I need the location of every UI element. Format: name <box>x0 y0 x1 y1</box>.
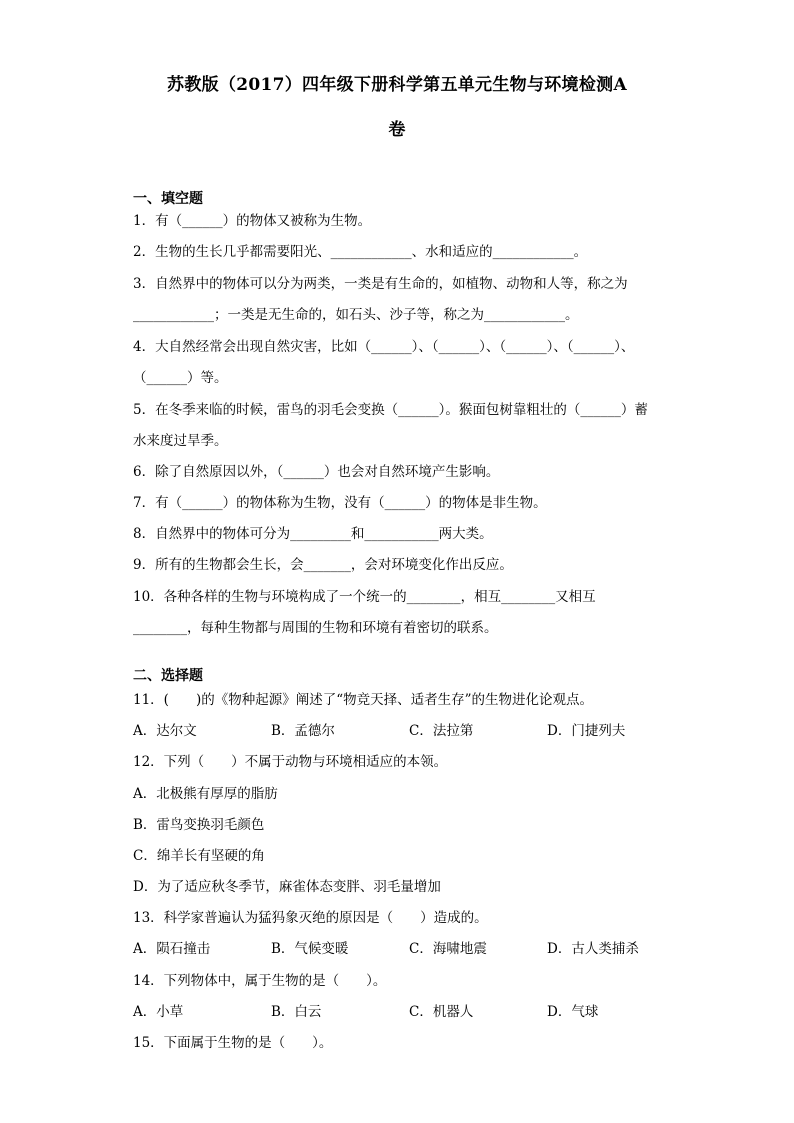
answer-option: C．海啸地震 <box>409 941 487 957</box>
question-line: 10．各种各样的生物与环境构成了一个统一的________，相互________又相互 <box>133 589 596 605</box>
answer-option: A．达尔文 <box>133 723 197 739</box>
question-line: ____________；一类是无生命的，如石头、沙子等，称之为____________。 <box>133 307 579 323</box>
question-stem: 11．( )的《物种起源》阐述了“物竞天择、适者生存”的生物进化论观点。 <box>133 692 594 708</box>
question-stem: 15．下面属于生物的是（ ）。 <box>133 1035 333 1051</box>
question-line: 3．自然界中的物体可以分为两类，一类是有生命的，如植物、动物和人等，称之为 <box>133 276 628 292</box>
question-line: （______）等。 <box>133 370 228 386</box>
document-title-line1: 苏教版（2017）四年级下册科学第五单元生物与环境检测A <box>167 75 627 95</box>
question-line: ________，每种生物都与周围的生物和环境有着密切的联系。 <box>133 620 498 636</box>
answer-option: D．气球 <box>547 1004 599 1020</box>
answer-option: C．绵羊长有坚硬的角 <box>133 848 265 864</box>
answer-option: B．白云 <box>271 1004 322 1020</box>
question-line: 水来度过旱季。 <box>133 433 228 449</box>
question-line: 9．所有的生物都会生长，会_______，会对环境变化作出反应。 <box>133 557 513 573</box>
question-line: 8．自然界中的物体可分为_________和___________两大类。 <box>133 526 493 542</box>
question-stem: 12．下列（ ）不属于动物与环境相适应的本领。 <box>133 754 448 770</box>
question-line: 7．有（______）的物体称为生物，没有（______）的物体是非生物。 <box>133 495 547 511</box>
answer-option: C．机器人 <box>409 1004 474 1020</box>
answer-option: D．门捷列夫 <box>547 723 626 739</box>
document-title-line2: 卷 <box>388 120 406 140</box>
question-line: 6．除了自然原因以外，（______）也会对自然环境产生影响。 <box>133 464 500 480</box>
question-line: 4．大自然经常会出现自然灾害，比如（______）、（______）、（______）、（______）、 <box>133 339 635 355</box>
answer-option: C．法拉第 <box>409 723 474 739</box>
answer-option: B．气候变暖 <box>271 941 349 957</box>
answer-option: A．小草 <box>133 1004 184 1020</box>
question-stem: 13．科学家普遍认为猛犸象灭绝的原因是（ ）造成的。 <box>133 910 488 926</box>
answer-option: D．古人类捕杀 <box>547 941 639 957</box>
question-line: 1．有（______）的物体又被称为生物。 <box>133 213 372 229</box>
answer-option: A．陨石撞击 <box>133 941 211 957</box>
answer-option: B．雷鸟变换羽毛颜色 <box>133 817 265 833</box>
answer-option: B．孟德尔 <box>271 723 335 739</box>
section-heading-fill-in: 一、填空题 <box>133 191 203 207</box>
question-line: 5．在冬季来临的时候，雷鸟的羽毛会变换（______）。猴面包树靠粗壮的（______）蓄 <box>133 402 648 418</box>
section-heading-multiple-choice: 二、选择题 <box>133 668 203 684</box>
answer-option: D．为了适应秋冬季节，麻雀体态变胖、羽毛量增加 <box>133 879 441 895</box>
question-line: 2．生物的生长几乎都需要阳光、____________、水和适应的____________。 <box>133 244 588 260</box>
answer-option: A．北极熊有厚厚的脂肪 <box>133 786 278 802</box>
question-stem: 14．下列物体中，属于生物的是（ ）。 <box>133 973 387 989</box>
